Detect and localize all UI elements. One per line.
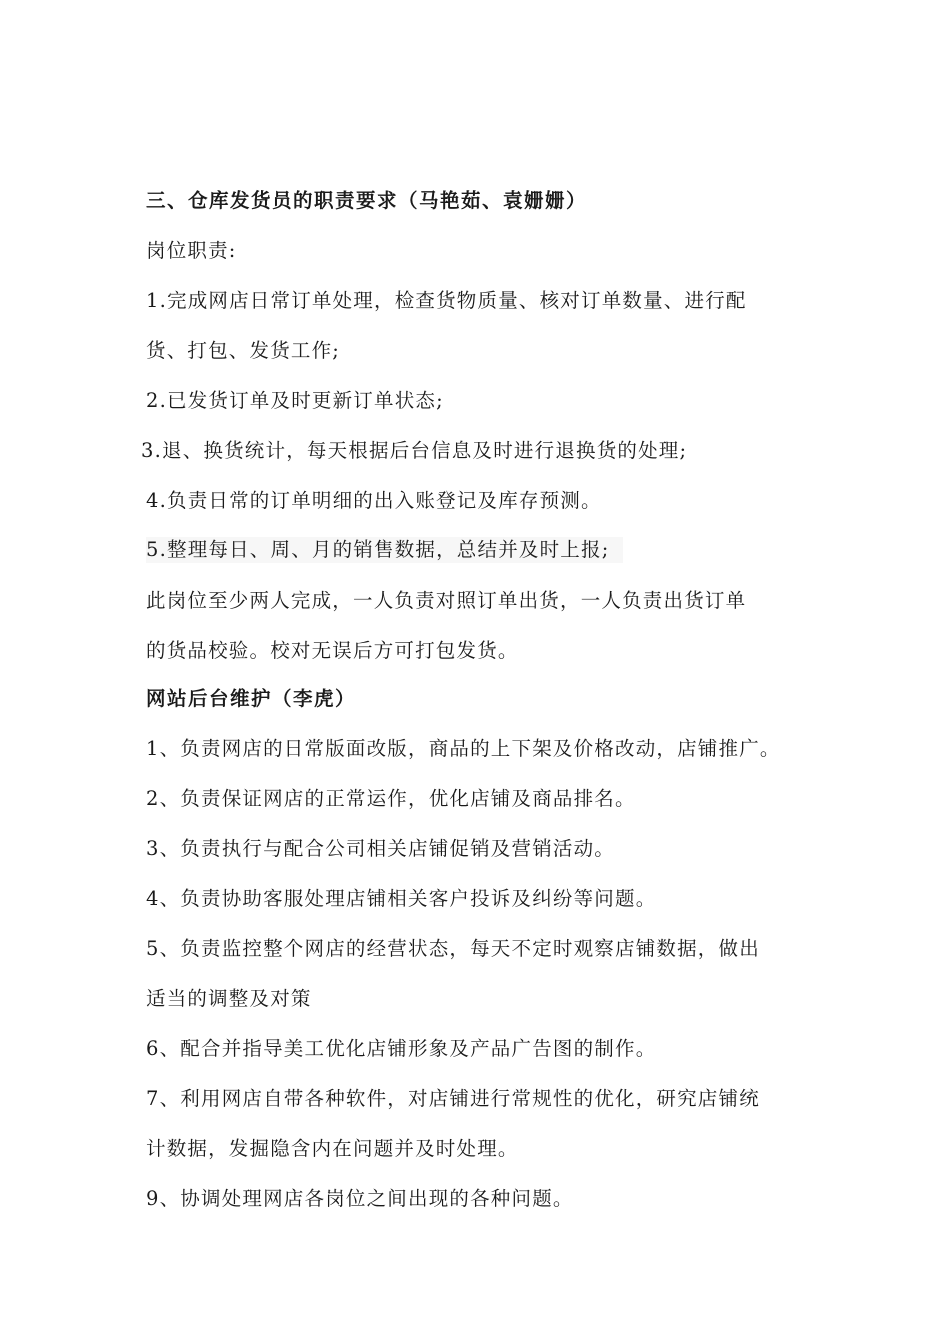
website-item-5-line-1: 5、负责监控整个网店的经营状态，每天不定时观察店铺数据，做出 <box>146 937 760 960</box>
website-item-2: 2、负责保证网店的正常运作，优化店铺及商品排名。 <box>146 787 636 810</box>
website-item-1: 1、负责网店的日常版面改版，商品的上下架及价格改动，店铺推广。 <box>146 737 781 760</box>
warehouse-item-5: 5.整理每日、周、月的销售数据，总结并及时上报; <box>146 537 623 563</box>
website-item-3: 3、负责执行与配合公司相关店铺促销及营销活动。 <box>146 837 616 860</box>
website-item-5-line-2: 适当的调整及对策 <box>146 987 312 1010</box>
warehouse-item-2: 2.已发货订单及时更新订单状态; <box>146 389 444 412</box>
website-item-4: 4、负责协助客服处理店铺相关客户投诉及纠纷等问题。 <box>146 887 657 910</box>
duty-label: 岗位职责: <box>146 239 237 262</box>
warehouse-note-line-1: 此岗位至少两人完成，一人负责对照订单出货，一人负责出货订单 <box>146 589 747 612</box>
section-title-warehouse: 三、仓库发货员的职责要求（马艳茹、袁姗姗） <box>146 189 588 212</box>
warehouse-item-3: 3.退、换货统计，每天根据后台信息及时进行退换货的处理; <box>141 439 688 462</box>
website-item-9: 9、协调处理网店各岗位之间出现的各种问题。 <box>146 1187 574 1210</box>
website-item-6: 6、配合并指导美工优化店铺形象及产品广告图的制作。 <box>146 1037 657 1060</box>
website-item-7-line-2: 计数据，发掘隐含内在问题并及时处理。 <box>146 1137 519 1160</box>
website-item-7-line-1: 7、利用网店自带各种软件，对店铺进行常规性的优化，研究店铺统 <box>146 1087 760 1110</box>
warehouse-note-line-2: 的货品校验。校对无误后方可打包发货。 <box>146 639 519 662</box>
warehouse-item-1-line-2: 货、打包、发货工作; <box>146 339 341 362</box>
warehouse-item-4: 4.负责日常的订单明细的出入账登记及库存预测。 <box>146 489 602 512</box>
section-title-website: 网站后台维护（李虎） <box>146 687 357 710</box>
warehouse-item-1-line-1: 1.完成网店日常订单处理，检查货物质量、核对订单数量、进行配 <box>146 289 747 312</box>
